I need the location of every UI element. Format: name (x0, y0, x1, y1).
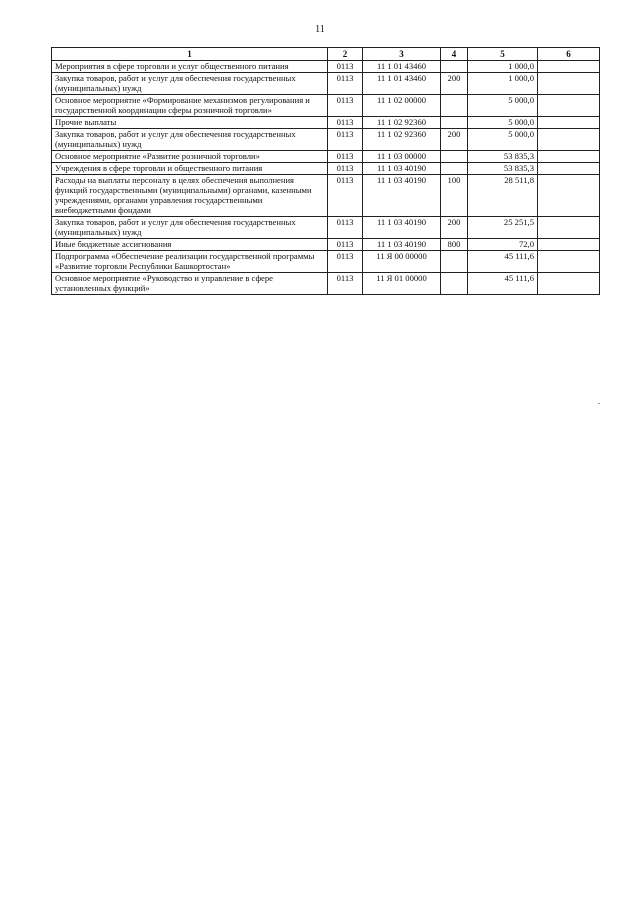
row-amount-cell: 25 251,5 (468, 217, 538, 239)
row-name-cell: Прочие выплаты (52, 117, 328, 129)
row-section-cell: 0113 (328, 73, 363, 95)
row-amount-cell: 5 000,0 (468, 95, 538, 117)
row-type-cell: 200 (441, 73, 468, 95)
row-type-cell (441, 163, 468, 175)
row-type-cell (441, 61, 468, 73)
row-amount-cell: 1 000,0 (468, 73, 538, 95)
row-name-cell: Закупка товаров, работ и услуг для обеспечения государственных (муниципальных) нужд (52, 73, 328, 95)
table-row (52, 251, 600, 273)
row-name-cell: Основное мероприятие «Развитие розничной торговли» (52, 151, 328, 163)
budget-table (51, 47, 600, 295)
column-header: 2 (328, 48, 363, 61)
row-type-cell (441, 273, 468, 295)
row-classifier-cell: 11 1 03 40190 (363, 217, 441, 239)
row-classifier-cell: 11 1 01 43460 (363, 73, 441, 95)
row-type-cell (441, 251, 468, 273)
row-classifier-cell: 11 1 02 92360 (363, 117, 441, 129)
table-row (52, 95, 600, 117)
row-amount-cell: 1 000,0 (468, 61, 538, 73)
row-col6-cell (538, 129, 600, 151)
row-col6-cell (538, 73, 600, 95)
row-name-cell: Закупка товаров, работ и услуг для обеспечения государственных (муниципальных) нужд (52, 129, 328, 151)
row-col6-cell (538, 117, 600, 129)
row-section-cell: 0113 (328, 163, 363, 175)
row-name-cell: Иные бюджетные ассигнования (52, 239, 328, 251)
row-amount-cell: 53 835,3 (468, 151, 538, 163)
row-amount-cell: 28 511,8 (468, 175, 538, 217)
table-row (52, 239, 600, 251)
row-classifier-cell: 11 Я 00 00000 (363, 251, 441, 273)
column-header: 6 (538, 48, 600, 61)
row-name-cell: Расходы на выплаты персоналу в целях обеспечения выполнения функций государственными (муниципальными) органами, казенными учреждениями, органами управления государственными внебюджетными фондами (52, 175, 328, 217)
row-col6-cell (538, 217, 600, 239)
table-row (52, 151, 600, 163)
table-header-row (52, 48, 600, 61)
row-name-cell: Подпрограмма «Обеспечение реализации государственной программы «Развитие торговли Республики Башкортостан» (52, 251, 328, 273)
row-classifier-cell: 11 1 02 00000 (363, 95, 441, 117)
table-row (52, 117, 600, 129)
row-name-cell: Основное мероприятие «Руководство и управление в сфере установленных функций» (52, 273, 328, 295)
row-type-cell (441, 117, 468, 129)
row-section-cell: 0113 (328, 95, 363, 117)
table-row (52, 129, 600, 151)
row-section-cell: 0113 (328, 129, 363, 151)
scan-mark (598, 403, 600, 404)
table-body (52, 61, 600, 295)
row-amount-cell: 72,0 (468, 239, 538, 251)
row-type-cell (441, 151, 468, 163)
row-section-cell: 0113 (328, 151, 363, 163)
row-name-cell: Основное мероприятие «Формирование механизмов регулирования и государственной координации сферы розничной торговли» (52, 95, 328, 117)
row-col6-cell (538, 163, 600, 175)
row-type-cell (441, 95, 468, 117)
row-section-cell: 0113 (328, 251, 363, 273)
row-classifier-cell: 11 1 03 40190 (363, 163, 441, 175)
column-header: 4 (441, 48, 468, 61)
row-col6-cell (538, 239, 600, 251)
row-amount-cell: 45 111,6 (468, 251, 538, 273)
row-amount-cell: 5 000,0 (468, 129, 538, 151)
row-amount-cell: 5 000,0 (468, 117, 538, 129)
row-classifier-cell: 11 Я 01 00000 (363, 273, 441, 295)
row-amount-cell: 53 835,3 (468, 163, 538, 175)
table-row (52, 175, 600, 217)
row-col6-cell (538, 61, 600, 73)
column-header: 5 (468, 48, 538, 61)
row-classifier-cell: 11 1 03 40190 (363, 175, 441, 217)
row-classifier-cell: 11 1 01 43460 (363, 61, 441, 73)
table-row (52, 61, 600, 73)
row-col6-cell (538, 151, 600, 163)
table-row (52, 273, 600, 295)
row-section-cell: 0113 (328, 175, 363, 217)
row-section-cell: 0113 (328, 273, 363, 295)
row-section-cell: 0113 (328, 217, 363, 239)
row-name-cell: Учреждения в сфере торговли и общественного питания (52, 163, 328, 175)
page-number: 11 (315, 24, 325, 35)
row-classifier-cell: 11 1 02 92360 (363, 129, 441, 151)
row-type-cell: 800 (441, 239, 468, 251)
row-name-cell: Закупка товаров, работ и услуг для обеспечения государственных (муниципальных) нужд (52, 217, 328, 239)
table-row (52, 73, 600, 95)
row-section-cell: 0113 (328, 117, 363, 129)
row-type-cell: 100 (441, 175, 468, 217)
row-col6-cell (538, 175, 600, 217)
row-type-cell: 200 (441, 217, 468, 239)
row-classifier-cell: 11 1 03 40190 (363, 239, 441, 251)
row-col6-cell (538, 273, 600, 295)
table-row (52, 217, 600, 239)
row-classifier-cell: 11 1 03 00000 (363, 151, 441, 163)
row-section-cell: 0113 (328, 239, 363, 251)
row-amount-cell: 45 111,6 (468, 273, 538, 295)
table-row (52, 163, 600, 175)
row-col6-cell (538, 251, 600, 273)
column-header: 3 (363, 48, 441, 61)
row-name-cell: Мероприятия в сфере торговли и услуг общественного питания (52, 61, 328, 73)
row-col6-cell (538, 95, 600, 117)
row-section-cell: 0113 (328, 61, 363, 73)
column-header: 1 (52, 48, 328, 61)
row-type-cell: 200 (441, 129, 468, 151)
